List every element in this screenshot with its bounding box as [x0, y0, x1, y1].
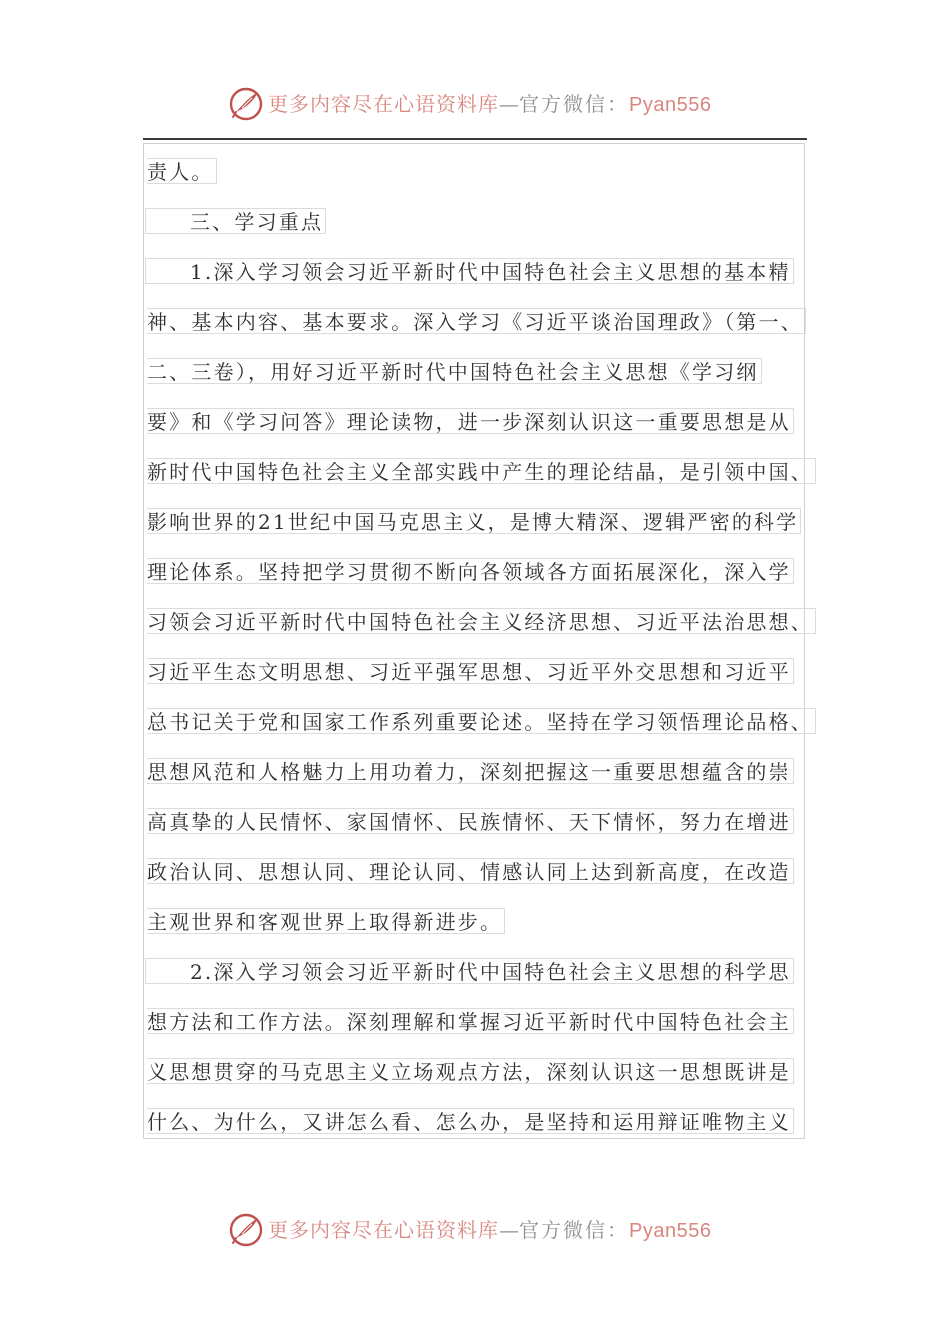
text-line: 想方法和工作方法。深刻理解和掌握习近平新时代中国特色社会主 [147, 1008, 794, 1034]
section-heading: 三、学习重点 [145, 208, 326, 234]
paragraph-2-first-line: 2.深入学习领会习近平新时代中国特色社会主义思想的科学思 [145, 958, 794, 984]
text-line: 新时代中国特色社会主义全部实践中产生的理论结晶，是引领中国、 [147, 458, 816, 484]
text-line: 神、基本内容、基本要求。深入学习《习近平谈治国理政》（第一、 [147, 308, 806, 334]
quill-pen-logo-icon [228, 1212, 264, 1248]
header-rule [143, 138, 807, 140]
text-line: 习近平生态文明思想、习近平强军思想、习近平外交思想和习近平 [147, 658, 794, 684]
header-banner-text [268, 88, 711, 120]
footer-banner [0, 1210, 950, 1250]
footer-brand: 更多内容尽在心语资料库 [268, 1218, 499, 1242]
text-line: 政治认同、思想认同、理论认同、情感认同上达到新高度，在改造 [147, 858, 794, 884]
document-frame [143, 143, 805, 1139]
header-dash: — [499, 92, 519, 116]
text-line: 二、三卷），用好习近平新时代中国特色社会主义思想《学习纲 [147, 358, 762, 384]
header-wechat-handle: Pyan556 [629, 94, 712, 116]
text-line: 思想风范和人格魅力上用功着力，深刻把握这一重要思想蕴含的崇 [147, 758, 794, 784]
header-wechat-label: 官方微信： [519, 92, 629, 116]
text-line: 影响世界的21世纪中国马克思主义，是博大精深、逻辑严密的科学 [147, 508, 801, 534]
header-brand: 更多内容尽在心语资料库 [268, 92, 499, 116]
quill-pen-logo-icon [228, 86, 264, 122]
text-line: 主观世界和客观世界上取得新进步。 [147, 908, 505, 934]
text-line: 要》和《学习问答》理论读物，进一步深刻认识这一重要思想是从 [147, 408, 794, 434]
text-line: 总书记关于党和国家工作系列重要论述。坚持在学习领悟理论品格、 [147, 708, 816, 734]
text-line: 高真挚的人民情怀、家国情怀、民族情怀、天下情怀，努力在增进 [147, 808, 794, 834]
paragraph-1-first-line: 1.深入学习领会习近平新时代中国特色社会主义思想的基本精 [145, 258, 794, 284]
footer-dash: — [499, 1218, 519, 1242]
header-banner [0, 84, 950, 124]
text-line: 习领会习近平新时代中国特色社会主义经济思想、习近平法治思想、 [147, 608, 816, 634]
footer-wechat-label: 官方微信： [519, 1218, 629, 1242]
footer-banner-text [268, 1214, 711, 1246]
text-line: 什么、为什么，又讲怎么看、怎么办，是坚持和运用辩证唯物主义 [147, 1108, 794, 1134]
text-line: 义思想贯穿的马克思主义立场观点方法，深刻认识这一思想既讲是 [147, 1058, 794, 1084]
text-line: 理论体系。坚持把学习贯彻不断向各领域各方面拓展深化，深入学 [147, 558, 794, 584]
footer-wechat-handle: Pyan556 [629, 1220, 712, 1242]
text-line: 责人。 [147, 158, 217, 184]
